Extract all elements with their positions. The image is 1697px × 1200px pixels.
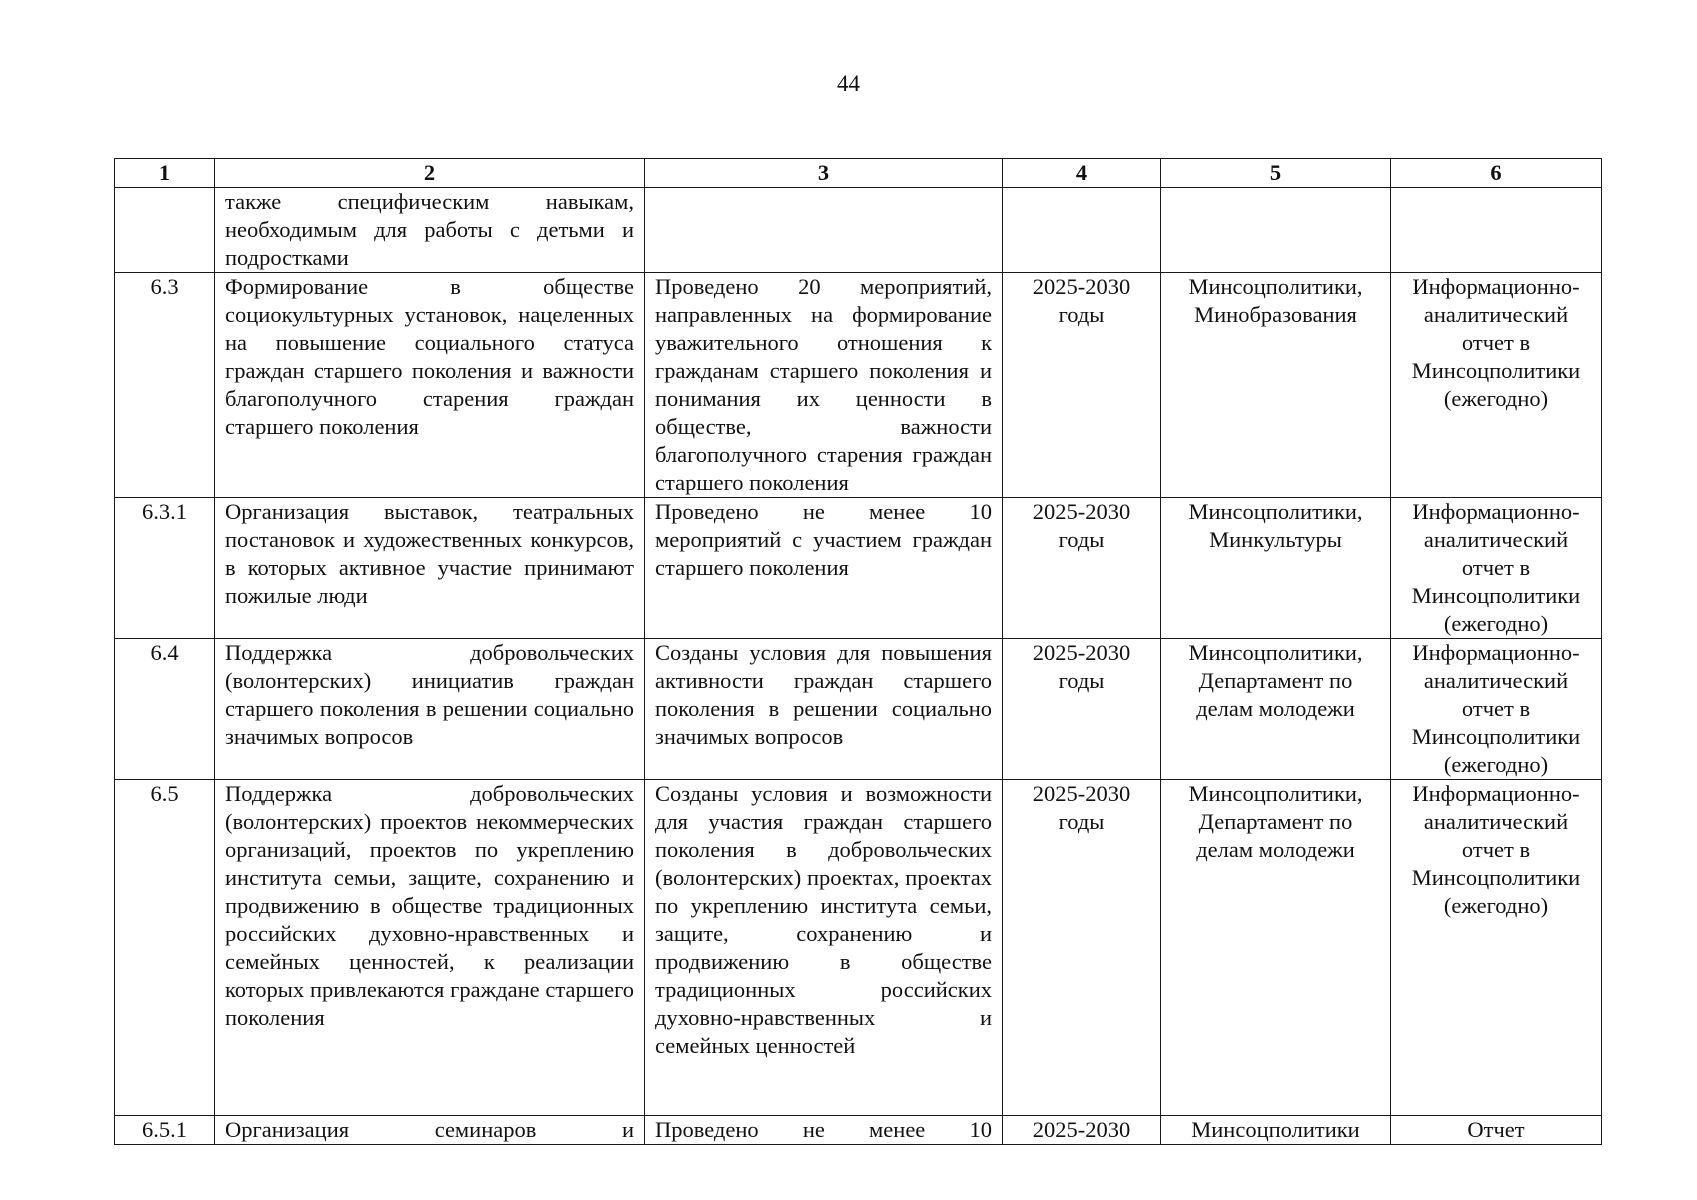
activity-cell: Организация выставок, театральных постановок и художественных конкурсов, в которых активное участие принимают пожилые люди: [215, 498, 645, 639]
item-number: 6.5.1: [115, 1116, 215, 1145]
item-number: 6.3.1: [115, 498, 215, 639]
table-row: [115, 1116, 1602, 1145]
report-cell: Информационно-аналитический отчет в Минсоцполитики (ежегодно): [1391, 273, 1602, 498]
term-cell: [1003, 188, 1161, 273]
result-cell: Созданы условия и возможности для участия граждан старшего поколения в добровольческих (волонтерских) проектах, проектах по укреплению института семьи, защите, сохранению и продвижению в обществе традиционных российских духовно-нравственных и семейных ценностей: [645, 780, 1003, 1116]
table-row: [115, 188, 1602, 273]
column-header-2: 2: [215, 159, 645, 188]
column-number-row: [115, 159, 1602, 188]
table-row: [115, 273, 1602, 498]
executor-cell: Минсоцполитики, Минобразования: [1161, 273, 1391, 498]
column-header-6: 6: [1391, 159, 1602, 188]
term-cell: 2025-2030 годы: [1003, 639, 1161, 780]
column-header-5: 5: [1161, 159, 1391, 188]
activity-cell: Организация семинаров и: [215, 1116, 645, 1145]
column-header-4: 4: [1003, 159, 1161, 188]
page-number: 44: [837, 71, 860, 96]
table-row: [115, 780, 1602, 1116]
executor-cell: Минсоцполитики, Департамент по делам молодежи: [1161, 780, 1391, 1116]
column-header-1: 1: [115, 159, 215, 188]
term-cell: 2025-2030: [1003, 1116, 1161, 1145]
result-cell: Проведено не менее 10: [645, 1116, 1003, 1145]
activity-cell: также специфическим навыкам, необходимым для работы с детьми и подростками: [215, 188, 645, 273]
result-cell: Проведено не менее 10 мероприятий с участием граждан старшего поколения: [645, 498, 1003, 639]
column-header-3: 3: [645, 159, 1003, 188]
item-number: 6.3: [115, 273, 215, 498]
executor-cell: Минсоцполитики, Департамент по делам молодежи: [1161, 639, 1391, 780]
item-number: 6.5: [115, 780, 215, 1116]
term-cell: 2025-2030 годы: [1003, 780, 1161, 1116]
report-cell: [1391, 188, 1602, 273]
term-cell: 2025-2030 годы: [1003, 273, 1161, 498]
report-cell: Информационно-аналитический отчет в Минсоцполитики (ежегодно): [1391, 498, 1602, 639]
activity-cell: Формирование в обществе социокультурных установок, нацеленных на повышение социального статуса граждан старшего поколения и важности благополучного старения граждан старшего поколения: [215, 273, 645, 498]
activity-cell: Поддержка добровольческих (волонтерских) проектов некоммерческих организаций, проектов по укреплению института семьи, защите, сохранению и продвижению в обществе традиционных российских духовно-нравственных и семейных ценностей, к реализации которых привлекаются граждане старшего поколения: [215, 780, 645, 1116]
activity-cell: Поддержка добровольческих (волонтерских) инициатив граждан старшего поколения в решении социально значимых вопросов: [215, 639, 645, 780]
report-cell: Информационно-аналитический отчет в Минсоцполитики (ежегодно): [1391, 639, 1602, 780]
item-number: [115, 188, 215, 273]
term-cell: 2025-2030 годы: [1003, 498, 1161, 639]
executor-cell: Минсоцполитики, Минкультуры: [1161, 498, 1391, 639]
table-row: [115, 498, 1602, 639]
table-row: [115, 639, 1602, 780]
report-cell: Отчет: [1391, 1116, 1602, 1145]
report-cell: Информационно-аналитический отчет в Минсоцполитики (ежегодно): [1391, 780, 1602, 1116]
result-cell: [645, 188, 1003, 273]
result-cell: Проведено 20 мероприятий, направленных на формирование уважительного отношения к гражданам старшего поколения и понимания их ценности в обществе, важности благополучного старения граждан старшего поколения: [645, 273, 1003, 498]
result-cell: Созданы условия для повышения активности граждан старшего поколения в решении социально значимых вопросов: [645, 639, 1003, 780]
item-number: 6.4: [115, 639, 215, 780]
executor-cell: [1161, 188, 1391, 273]
executor-cell: Минсоцполитики: [1161, 1116, 1391, 1145]
action-plan-table: [114, 158, 1602, 1145]
